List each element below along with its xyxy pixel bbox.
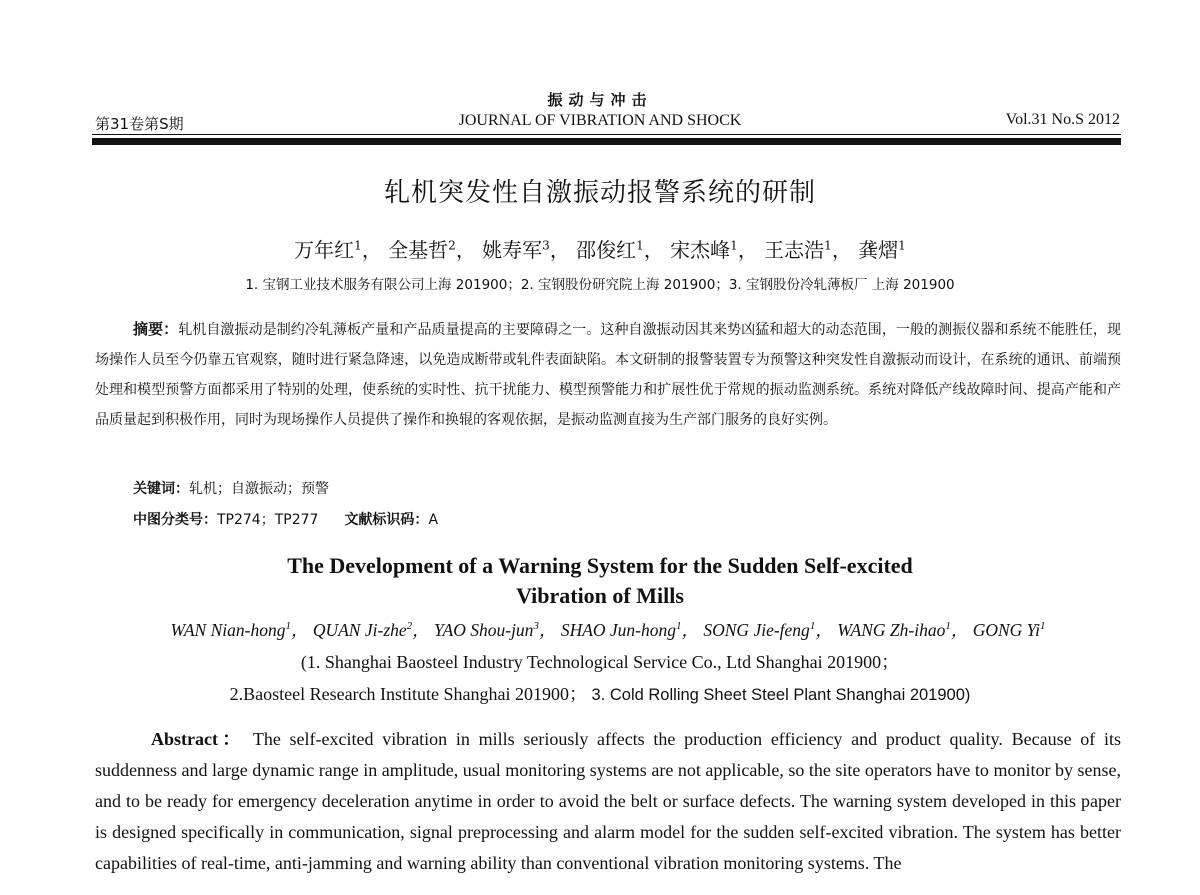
- header-rule-thick: [92, 138, 1121, 145]
- clc-value: TP274；TP277: [217, 512, 319, 528]
- author-cn: 姚寿军$^3$，: [482, 238, 570, 262]
- author-en: WANG Zh-ihao$^1$，: [837, 620, 969, 640]
- author-en: SONG Jie-feng$^1$，: [703, 620, 833, 640]
- abstract-label-en: Abstract：: [151, 729, 245, 749]
- doc-code-label: 文献标识码：: [344, 512, 429, 528]
- keywords-cn: [133, 478, 329, 498]
- journal-name-cn: 振动与冲击: [547, 91, 653, 109]
- abstract-label-cn: 摘要：: [133, 320, 179, 338]
- keywords-label-cn: 关键词：: [133, 481, 189, 497]
- author-en: WAN Nian-hong$^1$，: [170, 620, 309, 640]
- abstract-text-en: The self-excited vibration in mills seriously affects the production efficiency and product quality. Because of its suddenness and large dynamic range in amplitude, usual monitoring systems are not applicable, so the site operators have to monitor by sense, and to be ready for emergency deceleration anytime in order to avoid the belt or surface defects. The warning system developed in this paper is designed specifically in communication, signal preprocessing and alarm model for the sudden self-excited vibration. The system has better capabilities of real-time, anti-jamming and warning ability than conventional vibration monitoring systems. The: [95, 729, 1121, 873]
- doc-code-value: A: [428, 512, 439, 528]
- author-cn: 龚熠$^1$: [858, 238, 906, 262]
- abstract-en: [95, 724, 1121, 879]
- affiliations-cn: 1. 宝钢工业技术服务有限公司上海 201900；2. 宝钢股份研究院上海 201900；3. 宝钢股份冷轧薄板厂 上海 201900: [245, 277, 955, 293]
- affiliations-en-line-1: (1. Shanghai Baosteel Industry Technological Service Co., Ltd Shanghai 201900；: [300, 652, 900, 672]
- author-en: YAO Shou-jun$^3$，: [434, 620, 557, 640]
- author-cn: 万年红$^1$，: [294, 238, 382, 262]
- affiliation-en-2: 2.Baosteel Research Institute Shanghai 201900；: [229, 684, 588, 704]
- author-cn: 全基哲$^2$，: [388, 238, 476, 262]
- keywords-text-cn: 轧机；自激振动；预警: [189, 481, 329, 497]
- abstract-cn: [95, 314, 1121, 435]
- author-cn: 王志浩$^1$，: [764, 238, 852, 262]
- header-rule-thin: [92, 134, 1121, 135]
- author-list-en: [95, 617, 1121, 642]
- paper-title-cn: 轧机突发性自激振动报警系统的研制: [383, 178, 816, 208]
- author-cn: 宋杰峰$^1$，: [670, 238, 758, 262]
- journal-volume: Vol.31 No.S 2012: [1005, 111, 1120, 128]
- author-cn: 邵俊红$^1$，: [576, 238, 664, 262]
- journal-issue-cn: 第31卷第S期: [95, 115, 184, 133]
- paper-title-en: [0, 551, 1200, 611]
- author-list-cn: [0, 234, 1200, 263]
- affiliations-en-line-2: [0, 680, 1200, 706]
- clc-label: 中图分类号：: [133, 512, 217, 528]
- author-en: GONG Yi$^1$: [972, 620, 1046, 640]
- title-en-line-2: Vibration of Mills: [516, 583, 684, 608]
- abstract-text-cn: 轧机自激振动是制约冷轧薄板产量和产品质量提高的主要障碍之一。这种自激振动因其来势凶猛和超大的动态范围，一般的测振仪器和系统不能胜任，现场操作人员至今仍靠五官观察，随时进行紧急降速，以免造成断带或轧件表面缺陷。本文研制的报警装置专为预警这种突发性自激振动而设计，在系统的通讯、前端预处理和模型预警方面都采用了特别的处理，使系统的实时性、抗干扰能力、模型预警能力和扩展性优于常规的振动监测系统。系统对降低产线故障时间、提高产能和产品质量起到积极作用，同时为现场操作人员提供了操作和换辊的客观依据，是振动监测直接为生产部门服务的良好实例。: [95, 322, 1121, 428]
- affiliation-en-3: 3. Cold Rolling Sheet Steel Plant Shanghai 201900): [591, 686, 971, 704]
- classification-line: [133, 509, 438, 529]
- journal-name-en: JOURNAL OF VIBRATION AND SHOCK: [458, 112, 742, 129]
- author-en: SHAO Jun-hong$^1$，: [560, 620, 699, 640]
- title-en-line-1: The Development of a Warning System for the Sudden Self-excited: [287, 553, 913, 578]
- author-en: QUAN Ji-zhe$^2$，: [312, 620, 430, 640]
